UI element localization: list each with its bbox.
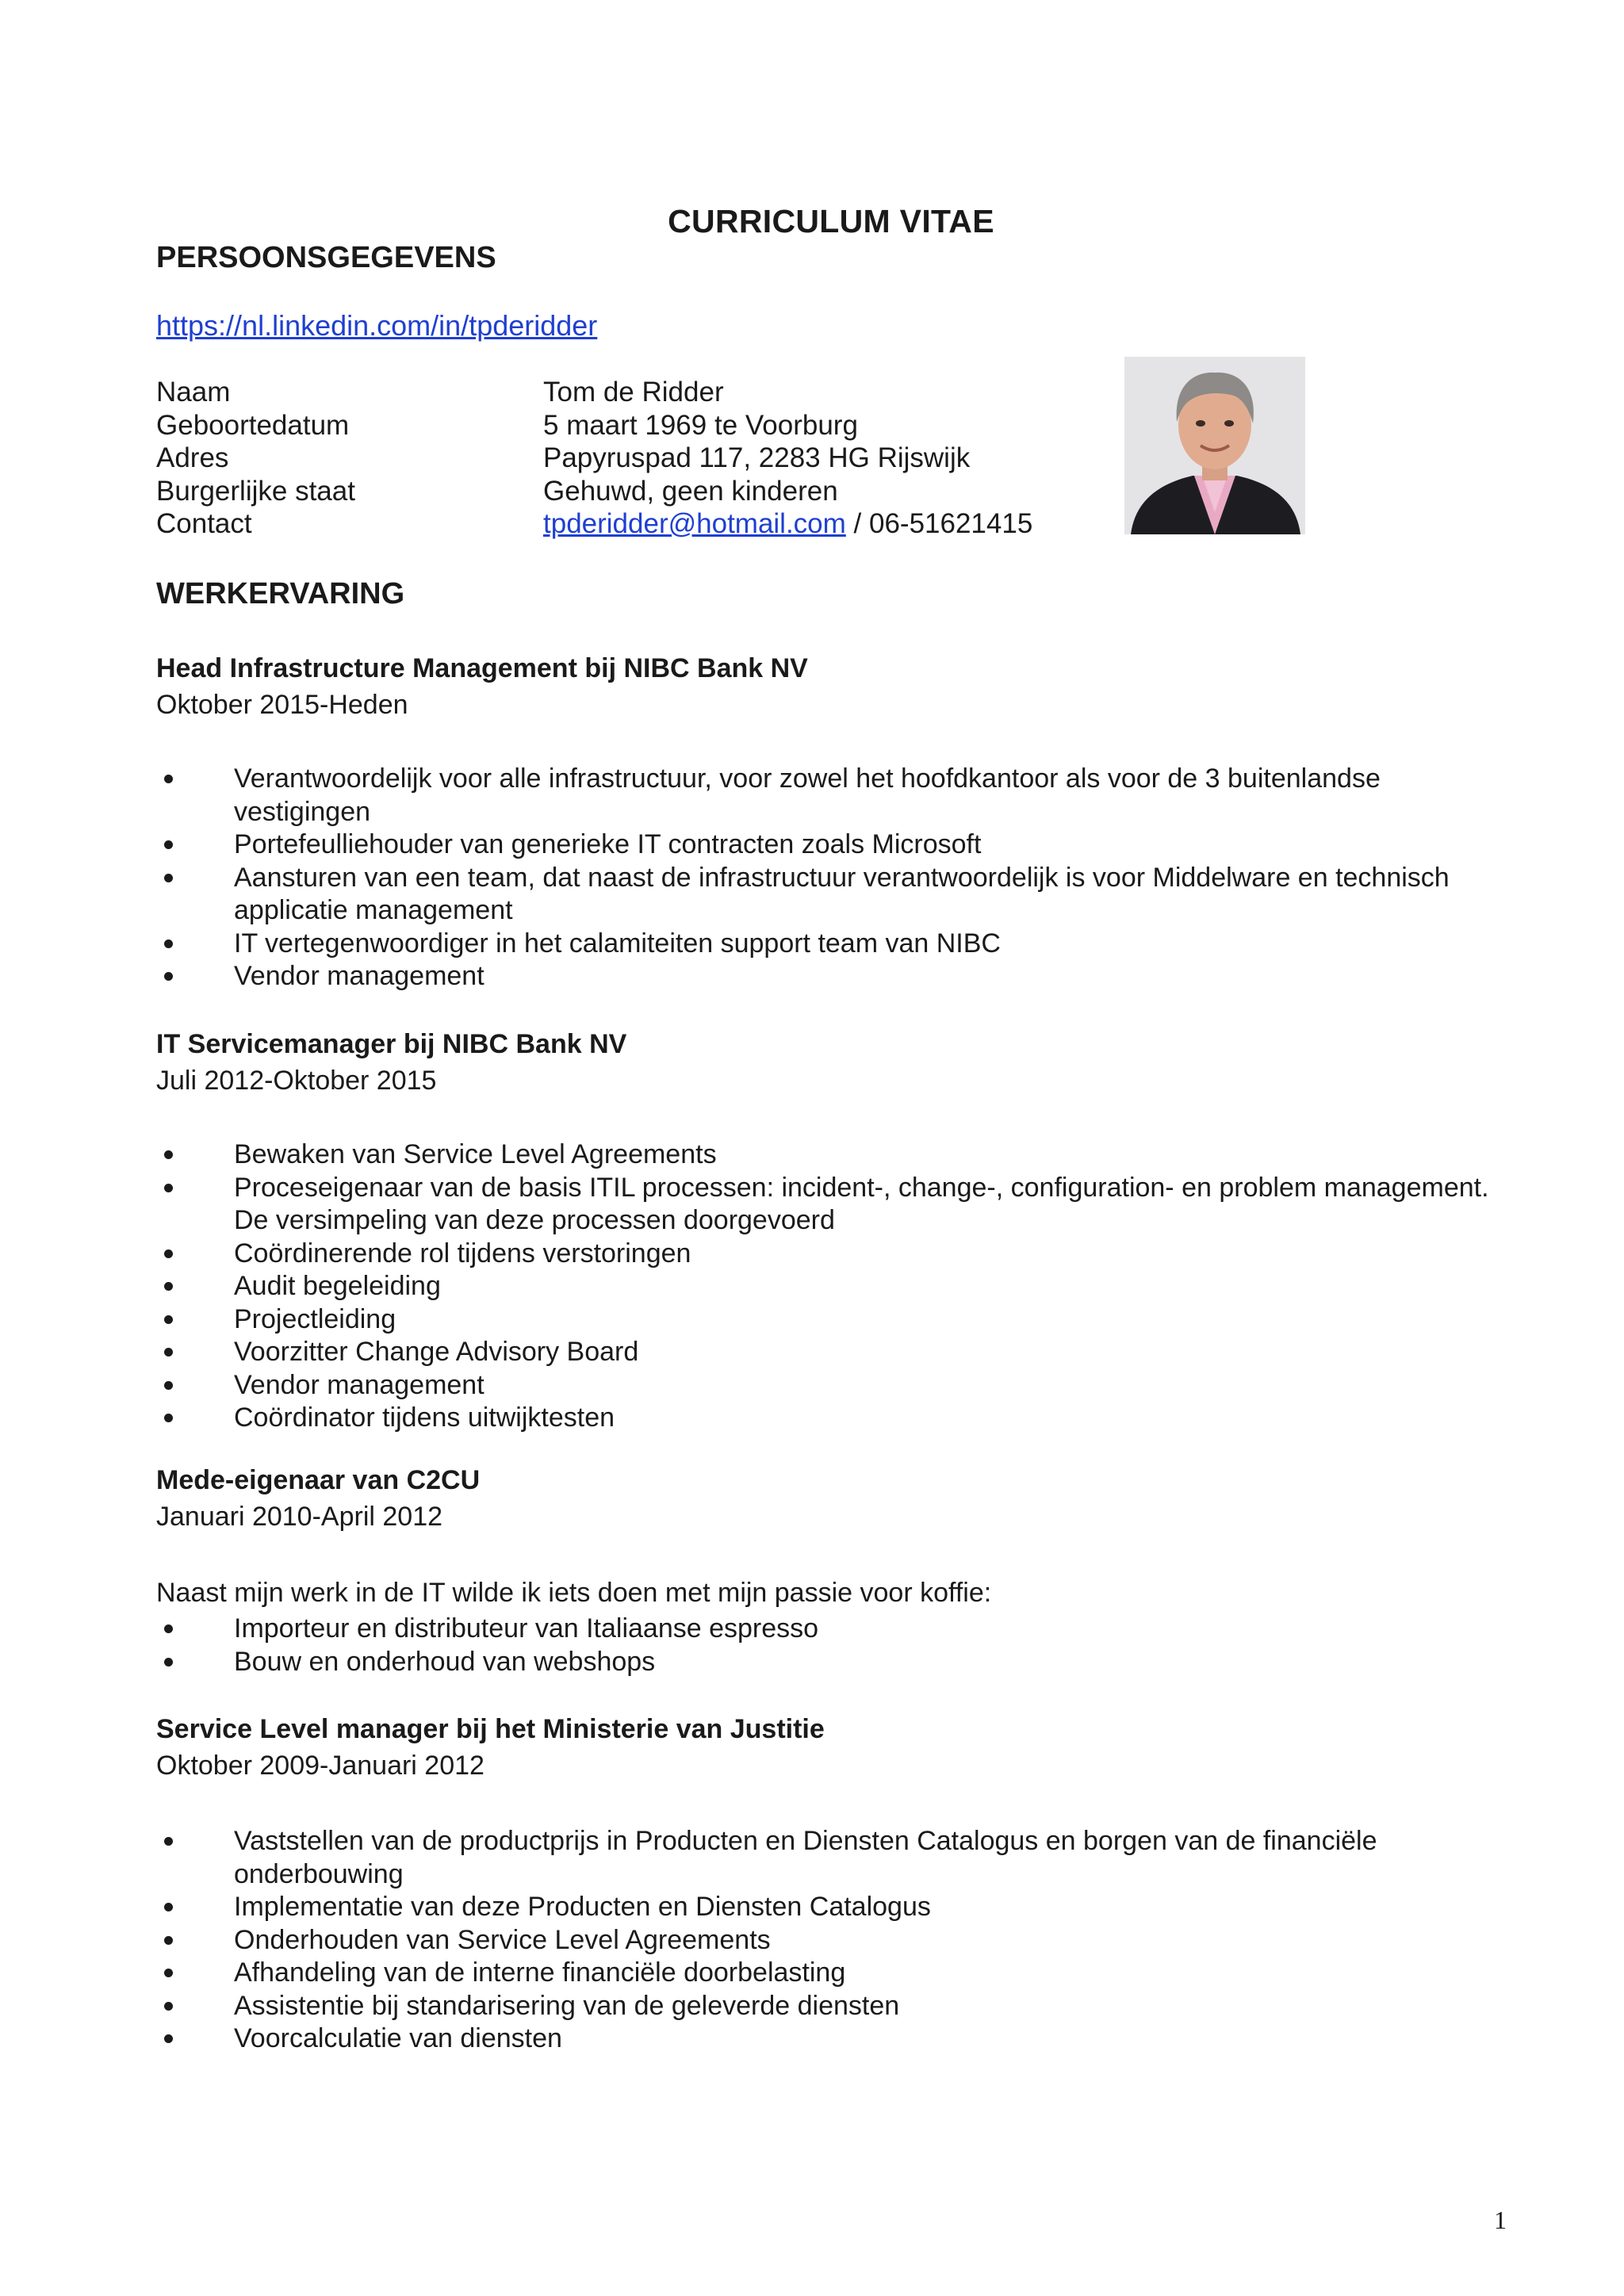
info-value: Gehuwd, geen kinderen — [543, 475, 838, 507]
job-title: Mede-eigenaar van C2CU — [156, 1465, 481, 1495]
portrait-image — [1124, 357, 1305, 534]
linkedin-link[interactable]: https://nl.linkedin.com/in/tpderidder — [156, 309, 598, 342]
section-heading-work: WERKERVARING — [156, 577, 405, 610]
job-bullets — [156, 1138, 1504, 1435]
list-item: Afhandeling van de interne financiële doorbelasting — [156, 1957, 1504, 1990]
info-label: Geboortedatum — [156, 409, 350, 441]
job-date: Januari 2010-April 2012 — [156, 1502, 443, 1532]
info-value: 5 maart 1969 te Voorburg — [543, 409, 858, 441]
info-label: Contact — [156, 508, 252, 539]
job-title: Head Infrastructure Management bij NIBC Bank NV — [156, 653, 808, 683]
list-item: Aansturen van een team, dat naast de infrastructuur verantwoordelijk is voor Middelware en technisch applicatie management — [156, 862, 1504, 928]
info-label: Naam — [156, 377, 231, 408]
info-label: Burgerlijke staat — [156, 475, 355, 507]
list-item: Onderhouden van Service Level Agreements — [156, 1924, 1504, 1957]
list-item: IT vertegenwoordiger in het calamiteiten support team van NIBC — [156, 928, 1504, 961]
list-item: Vendor management — [156, 1369, 1504, 1402]
info-row-marital-status — [156, 475, 1032, 508]
info-value: Papyruspad 117, 2283 HG Rijswijk — [543, 442, 971, 473]
job-title: Service Level manager bij het Ministerie van Justitie — [156, 1714, 825, 1744]
list-item: Voorzitter Change Advisory Board — [156, 1336, 1504, 1369]
job-date: Juli 2012-Oktober 2015 — [156, 1066, 437, 1096]
list-item: Vendor management — [156, 960, 1504, 993]
info-label: Adres — [156, 442, 229, 473]
list-item: Verantwoordelijk voor alle infrastructuur, voor zowel het hoofdkantoor als voor de 3 buitenlandse vestigingen — [156, 763, 1504, 828]
info-row-contact — [156, 507, 1032, 541]
info-row-name — [156, 376, 1032, 409]
contact-value — [543, 507, 1032, 541]
email-link[interactable]: tpderidder@hotmail.com — [543, 508, 846, 539]
info-row-address — [156, 442, 1032, 475]
section-heading-personal: PERSOONSGEGEVENS — [156, 241, 496, 274]
job-bullets — [156, 1825, 1504, 2056]
list-item: Vaststellen van de productprijs in Producten en Diensten Catalogus en borgen van de financiële onderbouwing — [156, 1825, 1504, 1891]
list-item: Audit begeleiding — [156, 1270, 1504, 1303]
profile-photo — [1124, 357, 1305, 534]
list-item: Voorcalculatie van diensten — [156, 2022, 1504, 2056]
job-date: Oktober 2009-Januari 2012 — [156, 1751, 485, 1781]
personal-info — [156, 376, 1032, 541]
document-title: CURRICULUM VITAE — [668, 203, 994, 239]
list-item: Assistentie bij standarisering van de geleverde diensten — [156, 1990, 1504, 2023]
list-item: Coördinator tijdens uitwijktesten — [156, 1402, 1504, 1435]
list-item: Coördinerende rol tijdens verstoringen — [156, 1238, 1504, 1271]
job-intro: Naast mijn werk in de IT wilde ik iets doen met mijn passie voor koffie: — [156, 1578, 992, 1608]
list-item: Bouw en onderhoud van webshops — [156, 1646, 1504, 1679]
info-row-birthdate — [156, 409, 1032, 442]
list-item: Implementatie van deze Producten en Diensten Catalogus — [156, 1891, 1504, 1924]
page-number: 1 — [1494, 2206, 1507, 2234]
list-item: Bewaken van Service Level Agreements — [156, 1138, 1504, 1172]
job-date: Oktober 2015-Heden — [156, 690, 408, 720]
list-item: Proceseigenaar van de basis ITIL processen: incident-, change-, configuration- en problem management. De versimpeling van deze processen doorgevoerd — [156, 1172, 1504, 1238]
list-item: Importeur en distributeur van Italiaanse espresso — [156, 1613, 1504, 1646]
info-value: Tom de Ridder — [543, 377, 724, 408]
job-bullets — [156, 763, 1504, 993]
job-title: IT Servicemanager bij NIBC Bank NV — [156, 1029, 627, 1059]
job-bullets — [156, 1613, 1504, 1678]
phone-number: / 06-51621415 — [845, 508, 1033, 539]
list-item: Projectleiding — [156, 1303, 1504, 1337]
list-item: Portefeulliehouder van generieke IT contracten zoals Microsoft — [156, 828, 1504, 862]
